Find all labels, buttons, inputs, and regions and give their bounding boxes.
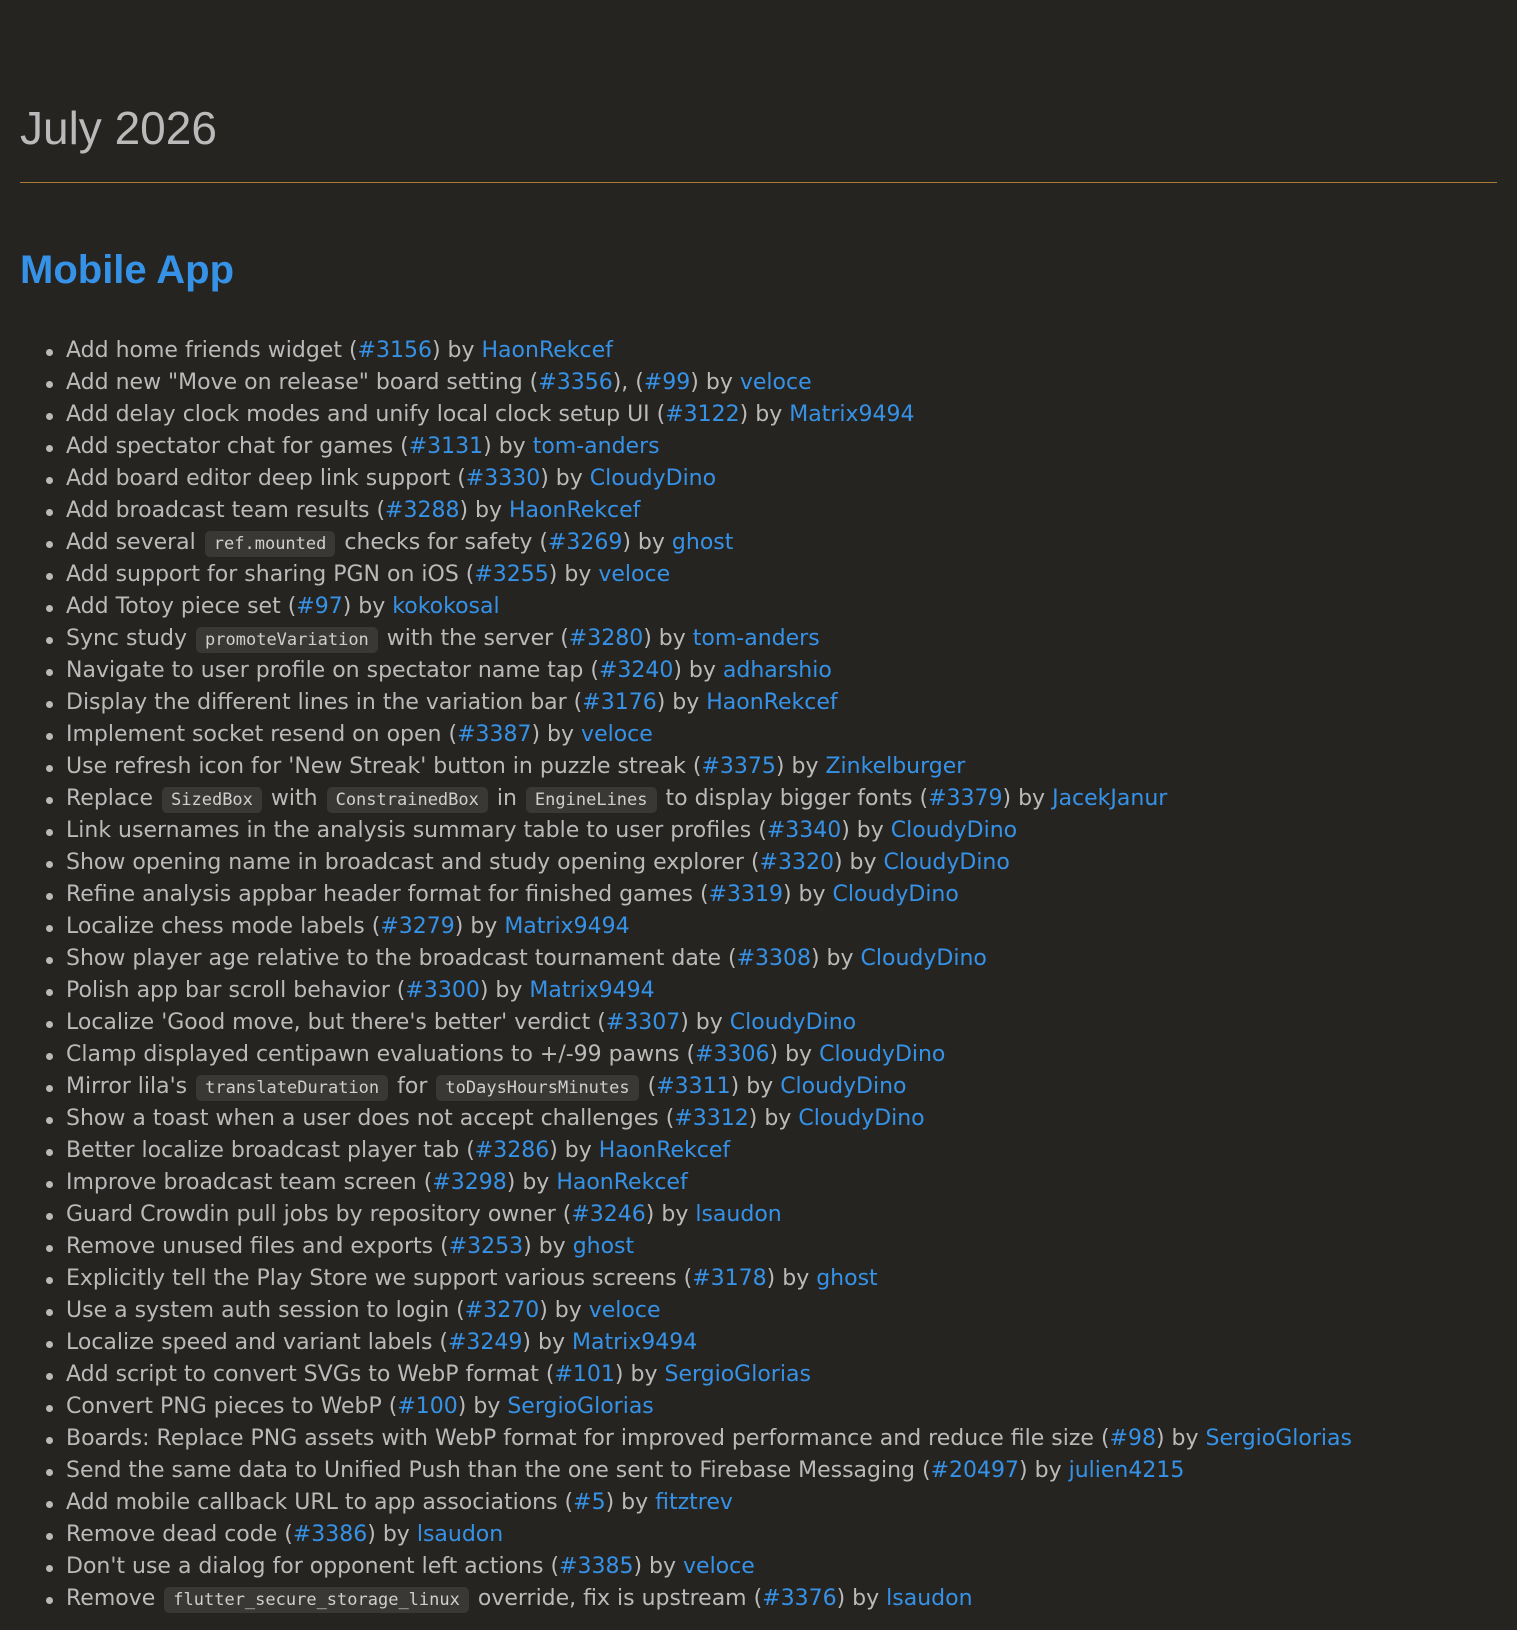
pull-request-link[interactable]: #3176 [582, 690, 657, 715]
change-text: Refine analysis appbar header format for finished games ( [66, 882, 709, 907]
pull-request-link[interactable]: #3307 [605, 1010, 681, 1035]
bullet-icon [46, 765, 53, 772]
change-text: ) by [643, 626, 693, 651]
change-text: ) by [810, 946, 861, 971]
change-item [66, 335, 1497, 367]
change-item [66, 495, 1497, 527]
change-item [66, 1071, 1497, 1103]
pull-request-link[interactable]: #3255 [474, 562, 549, 587]
bullet-icon [46, 925, 53, 932]
inline-code: promoteVariation [196, 627, 378, 653]
change-item [66, 1455, 1497, 1487]
inline-code: EngineLines [526, 787, 657, 813]
pull-request-link[interactable]: #3288 [385, 498, 460, 523]
change-text: Show a toast when a user does not accept challenges ( [66, 1106, 675, 1131]
bullet-icon [46, 1437, 53, 1444]
change-item [66, 1135, 1497, 1167]
author-link[interactable]: tom-anders [532, 434, 660, 459]
author-link[interactable]: lsaudon [416, 1522, 504, 1547]
change-text: Guard Crowdin pull jobs by repository owner ( [66, 1202, 572, 1227]
change-text: for [390, 1074, 435, 1099]
bullet-icon [46, 893, 53, 900]
change-text: ) by [766, 1266, 817, 1291]
bullet-icon [46, 1213, 53, 1220]
change-text: ), ( [612, 370, 644, 395]
bullet-icon [46, 701, 53, 708]
change-text: with [263, 786, 325, 811]
pull-request-link[interactable]: #3178 [692, 1266, 767, 1291]
change-text: ) by [367, 1522, 417, 1547]
change-text: Boards: Replace PNG assets with WebP format for improved performance and reduce file size ( [66, 1426, 1110, 1451]
change-text: ) by [531, 722, 582, 747]
pull-request-link[interactable]: #3122 [665, 402, 740, 427]
bullet-icon [46, 957, 53, 964]
bullet-icon [46, 1117, 53, 1124]
divider [20, 182, 1497, 183]
change-text: Remove dead code ( [66, 1522, 293, 1547]
change-text: Add broadcast team results ( [66, 498, 386, 523]
pull-request-link[interactable]: #3306 [695, 1042, 770, 1067]
pull-request-link[interactable]: #3300 [405, 978, 480, 1003]
change-item [66, 1487, 1497, 1519]
author-link[interactable]: HaonRekcef [598, 1138, 731, 1163]
change-text: ) by [540, 466, 590, 491]
pull-request-link[interactable]: #97 [296, 594, 343, 619]
change-item [66, 719, 1497, 751]
change-text: ) by [730, 1074, 781, 1099]
inline-code: ref.mounted [205, 531, 336, 557]
author-link[interactable]: veloce [588, 1298, 661, 1323]
bullet-icon [46, 1469, 53, 1476]
pull-request-link[interactable]: #3330 [465, 466, 541, 491]
changes-list [20, 335, 1497, 1615]
change-text: Don't use a dialog for opponent left actions ( [66, 1554, 560, 1579]
change-text: Show opening name in broadcast and study opening explorer ( [66, 850, 760, 875]
section-title-mobile-app: Mobile App [20, 248, 235, 292]
change-item [66, 1263, 1497, 1295]
change-item [66, 655, 1497, 687]
bullet-icon [46, 509, 53, 516]
change-text: ) by [739, 402, 790, 427]
author-link[interactable]: lsaudon [695, 1202, 782, 1227]
change-item [66, 783, 1497, 815]
pull-request-link[interactable]: #3375 [701, 754, 776, 779]
bullet-icon [46, 1565, 53, 1572]
pull-request-link[interactable]: #3376 [762, 1586, 837, 1611]
author-link[interactable]: CloudyDino [883, 850, 1010, 875]
change-text: Add spectator chat for games ( [66, 434, 409, 459]
change-text: ) by [342, 594, 393, 619]
change-text: Explicitly tell the Play Store we support various screens ( [66, 1266, 693, 1291]
author-link[interactable]: SergioGlorias [664, 1362, 811, 1387]
bullet-icon [46, 829, 53, 836]
change-text: ) by [1002, 786, 1053, 811]
bullet-icon [46, 797, 53, 804]
author-link[interactable]: ghost [572, 1234, 635, 1259]
change-item [66, 1199, 1497, 1231]
bullet-icon [46, 1373, 53, 1380]
bullet-icon [46, 573, 53, 580]
change-item [66, 943, 1497, 975]
change-item [66, 815, 1497, 847]
author-link[interactable]: julien4215 [1068, 1458, 1185, 1483]
author-link[interactable]: veloce [581, 722, 653, 747]
pull-request-link[interactable]: #3387 [457, 722, 532, 747]
change-text: Sync study [66, 626, 195, 651]
change-text: Link usernames in the analysis summary table to user profiles ( [66, 818, 767, 843]
pull-request-link[interactable]: #3270 [464, 1298, 540, 1323]
pull-request-link[interactable]: #3131 [408, 434, 484, 459]
change-text: Display the different lines in the variation bar ( [66, 690, 583, 715]
change-text: ) by [506, 1170, 557, 1195]
inline-code: flutter_secure_storage_linux [164, 1587, 469, 1613]
change-text: Replace [66, 786, 161, 811]
change-text: ) by [548, 562, 599, 587]
pull-request-link[interactable]: #3298 [432, 1170, 507, 1195]
change-item [66, 1231, 1497, 1263]
change-item [66, 1103, 1497, 1135]
pull-request-link[interactable]: #3280 [568, 626, 644, 651]
change-text: ) by [645, 1202, 696, 1227]
change-item [66, 1551, 1497, 1583]
bullet-icon [46, 1597, 53, 1604]
change-text: checks for safety ( [337, 530, 548, 555]
pull-request-link[interactable]: #98 [1109, 1426, 1156, 1451]
pull-request-link[interactable]: #3340 [766, 818, 842, 843]
author-link[interactable]: tom-anders [692, 626, 820, 651]
author-link[interactable]: HaonRekcef [706, 690, 838, 715]
author-link[interactable]: JacekJanur [1052, 786, 1168, 811]
author-link[interactable]: CloudyDino [589, 466, 717, 491]
change-text: ) by [539, 1298, 589, 1323]
change-text: ( [640, 1074, 657, 1099]
pull-request-link[interactable]: #3308 [736, 946, 811, 971]
change-item [66, 911, 1497, 943]
change-item [66, 623, 1497, 655]
change-text: Add script to convert SVGs to WebP format ( [66, 1362, 555, 1387]
bullet-icon [46, 1149, 53, 1156]
change-text: Localize 'Good move, but there's better' verdict ( [66, 1010, 606, 1035]
change-item [66, 975, 1497, 1007]
change-text: Add home friends widget ( [66, 338, 358, 363]
author-link[interactable]: CloudyDino [860, 946, 987, 971]
inline-code: SizedBox [162, 787, 262, 813]
change-text: ) by [833, 850, 884, 875]
change-text: Implement socket resend on open ( [66, 722, 458, 747]
bullet-icon [46, 1181, 53, 1188]
author-link[interactable]: CloudyDino [780, 1074, 907, 1099]
change-item [66, 751, 1497, 783]
pull-request-link[interactable]: #3385 [559, 1554, 634, 1579]
change-text: ) by [836, 1586, 887, 1611]
change-text: Better localize broadcast player tab ( [66, 1138, 475, 1163]
change-text: ) by [523, 1234, 573, 1259]
bullet-icon [46, 1085, 53, 1092]
bullet-icon [46, 1277, 53, 1284]
change-item [66, 1583, 1497, 1615]
change-item [66, 1391, 1497, 1423]
inline-code: translateDuration [196, 1075, 388, 1101]
change-text: ) by [614, 1362, 665, 1387]
change-item [66, 399, 1497, 431]
author-link[interactable]: HaonRekcef [556, 1170, 688, 1195]
change-text: override, fix is upstream ( [470, 1586, 763, 1611]
bullet-icon [46, 541, 53, 548]
change-text: Mirror lila's [66, 1074, 195, 1099]
month-title: July 2026 [20, 102, 217, 154]
author-link[interactable]: Matrix9494 [789, 402, 915, 427]
author-link[interactable]: Matrix9494 [504, 914, 630, 939]
change-item [66, 367, 1497, 399]
author-link[interactable]: CloudyDino [798, 1106, 925, 1131]
pull-request-link[interactable]: #3312 [674, 1106, 749, 1131]
change-text: Remove [66, 1586, 163, 1611]
bullet-icon [46, 637, 53, 644]
author-link[interactable]: kokokosal [392, 594, 500, 619]
change-text: ) by [459, 498, 510, 523]
change-text: Improve broadcast team screen ( [66, 1170, 433, 1195]
inline-code: ConstrainedBox [327, 787, 488, 813]
bullet-icon [46, 1021, 53, 1028]
change-text: ) by [549, 1138, 599, 1163]
bullet-icon [46, 989, 53, 996]
pull-request-link[interactable]: #99 [643, 370, 691, 395]
author-link[interactable]: SergioGlorias [1205, 1426, 1352, 1451]
change-item [66, 591, 1497, 623]
change-item [66, 1295, 1497, 1327]
change-text: ) by [479, 978, 530, 1003]
bullet-icon [46, 1405, 53, 1412]
pull-request-link[interactable]: #3356 [538, 370, 613, 395]
change-item [66, 1039, 1497, 1071]
change-text: Add several [66, 530, 203, 555]
change-text: with the server ( [379, 626, 569, 651]
change-text: Navigate to user profile on spectator name tap ( [66, 658, 599, 683]
change-item [66, 879, 1497, 911]
change-item [66, 1327, 1497, 1359]
change-text: Add mobile callback URL to app associations ( [66, 1490, 574, 1515]
change-text: ) by [769, 1042, 820, 1067]
change-text: ) by [633, 1554, 684, 1579]
bullet-icon [46, 1309, 53, 1316]
change-item [66, 687, 1497, 719]
bullet-icon [46, 349, 53, 356]
change-text: Add Totoy piece set ( [66, 594, 297, 619]
change-text: Use refresh icon for 'New Streak' button in puzzle streak ( [66, 754, 702, 779]
change-text: Localize chess mode labels ( [66, 914, 381, 939]
bullet-icon [46, 445, 53, 452]
bullet-icon [46, 477, 53, 484]
author-link[interactable]: Zinkelburger [825, 754, 966, 779]
author-link[interactable]: CloudyDino [890, 818, 1018, 843]
author-link[interactable]: HaonRekcef [509, 498, 641, 523]
change-text: ) by [483, 434, 533, 459]
pull-request-link[interactable]: #3379 [928, 786, 1003, 811]
change-item [66, 847, 1497, 879]
change-text: ) by [454, 914, 505, 939]
change-text: ) by [656, 690, 707, 715]
pull-request-link[interactable]: #20497 [930, 1458, 1020, 1483]
author-link[interactable]: ghost [671, 530, 734, 555]
change-text: ) by [605, 1490, 656, 1515]
author-link[interactable]: fitztrev [655, 1490, 733, 1515]
pull-request-link[interactable]: #3320 [759, 850, 834, 875]
change-text: ) by [690, 370, 740, 395]
bullet-icon [46, 605, 53, 612]
change-text: ) by [1155, 1426, 1206, 1451]
change-text: Add delay clock modes and unify local clock setup UI ( [66, 402, 666, 427]
author-link[interactable]: Matrix9494 [571, 1330, 698, 1355]
author-link[interactable]: adharshio [722, 658, 832, 683]
pull-request-link[interactable]: #3249 [448, 1330, 523, 1355]
bullet-icon [46, 733, 53, 740]
change-text: Add new "Move on release" board setting ( [66, 370, 539, 395]
pull-request-link[interactable]: #3286 [474, 1138, 550, 1163]
change-item [66, 1359, 1497, 1391]
change-text: to display bigger fonts ( [658, 786, 929, 811]
change-text: ) by [1019, 1458, 1069, 1483]
change-text: Convert PNG pieces to WebP ( [66, 1394, 398, 1419]
change-text: Clamp displayed centipawn evaluations to +/-99 pawns ( [66, 1042, 696, 1067]
change-item [66, 559, 1497, 591]
pull-request-link[interactable]: #3311 [656, 1074, 731, 1099]
bullet-icon [46, 381, 53, 388]
change-item [66, 527, 1497, 559]
author-link[interactable]: lsaudon [886, 1586, 973, 1611]
author-link[interactable]: HaonRekcef [481, 338, 613, 363]
bullet-icon [46, 413, 53, 420]
change-text: Show player age relative to the broadcast tournament date ( [66, 946, 737, 971]
change-text: ) by [622, 530, 672, 555]
change-item [66, 1519, 1497, 1551]
change-text: ) by [457, 1394, 508, 1419]
change-text: Remove unused files and exports ( [66, 1234, 449, 1259]
bullet-icon [46, 1053, 53, 1060]
change-text: ) by [680, 1010, 730, 1035]
change-item [66, 431, 1497, 463]
pull-request-link[interactable]: #3269 [547, 530, 623, 555]
pull-request-link[interactable]: #3246 [571, 1202, 646, 1227]
change-text: ) by [775, 754, 826, 779]
change-text: ) by [782, 882, 833, 907]
pull-request-link[interactable]: #3240 [598, 658, 674, 683]
change-text: in [489, 786, 524, 811]
bullet-icon [46, 861, 53, 868]
change-item [66, 463, 1497, 495]
change-text: Localize speed and variant labels ( [66, 1330, 448, 1355]
author-link[interactable]: ghost [816, 1266, 878, 1291]
author-link[interactable]: SergioGlorias [507, 1394, 654, 1419]
change-item [66, 1007, 1497, 1039]
change-item [66, 1167, 1497, 1199]
change-text: Add board editor deep link support ( [66, 466, 466, 491]
change-text: Send the same data to Unified Push than the one sent to Firebase Messaging ( [66, 1458, 931, 1483]
change-text: ) by [431, 338, 482, 363]
pull-request-link[interactable]: #3156 [357, 338, 432, 363]
change-text: ) by [673, 658, 723, 683]
pull-request-link[interactable]: #3319 [708, 882, 783, 907]
pull-request-link[interactable]: #100 [397, 1394, 458, 1419]
pull-request-link[interactable]: #101 [554, 1362, 615, 1387]
author-link[interactable]: CloudyDino [832, 882, 959, 907]
change-text: Polish app bar scroll behavior ( [66, 978, 406, 1003]
pull-request-link[interactable]: #3279 [380, 914, 455, 939]
author-link[interactable]: veloce [598, 562, 671, 587]
inline-code: toDaysHoursMinutes [436, 1075, 638, 1101]
bullet-icon [46, 1501, 53, 1508]
bullet-icon [46, 669, 53, 676]
change-text: ) by [522, 1330, 572, 1355]
change-item [66, 1423, 1497, 1455]
change-text: Use a system auth session to login ( [66, 1298, 465, 1323]
author-link[interactable]: Matrix9494 [529, 978, 655, 1003]
bullet-icon [46, 1341, 53, 1348]
author-link[interactable]: veloce [739, 370, 812, 395]
author-link[interactable]: CloudyDino [729, 1010, 857, 1035]
pull-request-link[interactable]: #5 [573, 1490, 606, 1515]
pull-request-link[interactable]: #3253 [448, 1234, 524, 1259]
pull-request-link[interactable]: #3386 [292, 1522, 368, 1547]
author-link[interactable]: CloudyDino [819, 1042, 946, 1067]
change-text: Add support for sharing PGN on iOS ( [66, 562, 475, 587]
bullet-icon [46, 1245, 53, 1252]
author-link[interactable]: veloce [683, 1554, 755, 1579]
change-text: ) by [841, 818, 891, 843]
change-text: ) by [748, 1106, 799, 1131]
bullet-icon [46, 1533, 53, 1540]
